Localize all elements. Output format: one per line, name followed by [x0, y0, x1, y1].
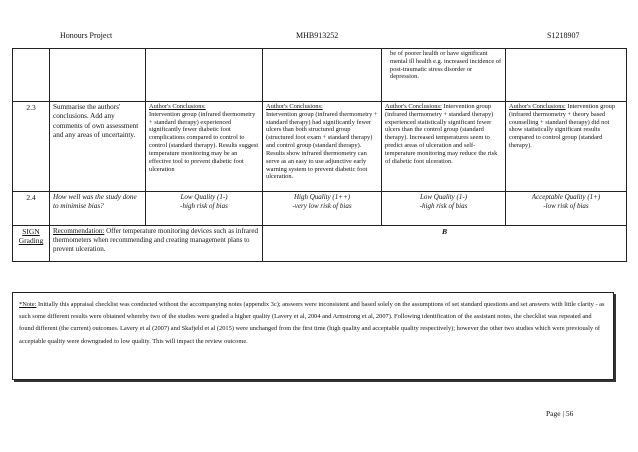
- sign-grading-label: SIGN Grading: [13, 226, 50, 262]
- grade-value: B: [263, 226, 627, 262]
- quality-rating: Acceptable Quality (1+): [531, 193, 601, 201]
- conclusion-heading: Author's Conclusions:: [385, 103, 442, 110]
- recommendation-cell: [50, 226, 263, 262]
- quality-rating: High Quality (1++): [293, 193, 351, 201]
- quality-cell: [146, 192, 263, 226]
- conclusion-cell: [506, 102, 627, 192]
- row-number: 2.3: [13, 102, 50, 192]
- cell-empty: [13, 49, 50, 102]
- header-right: S1218907: [547, 31, 580, 40]
- table-row-2-3: [13, 102, 627, 192]
- bias-rating: -low risk of bias: [543, 201, 589, 210]
- question-cell: Summarise the authors' conclusions. Add any comments of own assessment and any areas of uncertainty.: [50, 102, 146, 192]
- appraisal-table: [12, 48, 627, 262]
- conclusion-heading: Author's Conclusions:: [149, 103, 206, 110]
- bias-rating: -high risk of bias: [419, 201, 468, 210]
- note-text: Initially this appraisal checklist was conducted without the accompanying notes (appendix 3c); answers were inconsistent and based solely on the assumptions of set standard questions and set answers with little clarity - as such some different results were obtained whereby two of the studies were graded a higher quality (Lavery et al, 2004 and Armstrong et al, 2007). Following identification of the assistant notes, the checklist was repeated and found different (the current) outcomes. Lavery et al (2007) and Skafjeld et al (2015) were unchanged from the first time (high quality and acceptable quality respectively); however the other two studies which were previously of acceptable quality were downgraded to low quality. This will impact the review outcome.: [19, 301, 605, 345]
- page-number: Page | 56: [546, 409, 574, 418]
- note-label: *Note:: [19, 301, 37, 308]
- conclusion-heading: Author's Conclusions:: [509, 103, 566, 110]
- quality-cell: [506, 192, 627, 226]
- quality-rating: Low Quality (1-): [419, 193, 468, 201]
- conclusion-text: Intervention group (infrared thermometry + standard therapy) experienced significantly fewer diabetic foot complications compared to control to control (standard therapy). Results suggest temperature monitoring may be an effective tool to prevent diabetic foot ulceration: [149, 110, 259, 173]
- conclusion-heading: Author's Conclusions:: [266, 103, 323, 110]
- bias-rating: -very low risk of bias: [292, 201, 352, 210]
- table-row-sign-grading: [13, 226, 627, 262]
- cell-cont-col5: be of poorer health or have significant mental ill health e.g. increased incidence of post-traumatic stress disorder or depression.: [382, 49, 506, 102]
- header-center: MHB913252: [296, 31, 339, 40]
- cell-empty: [263, 49, 382, 102]
- quality-cell: [263, 192, 382, 226]
- conclusion-cell: [263, 102, 382, 192]
- cell-empty: [50, 49, 146, 102]
- conclusion-cell: [382, 102, 506, 192]
- note-box: [12, 292, 614, 380]
- cell-empty: [506, 49, 627, 102]
- recommendation-text: Offer temperature monitoring devices such as infrared thermometers when recommending and creating management plans to prevent ulceration.: [53, 227, 258, 254]
- conclusion-cell: [146, 102, 263, 192]
- header-left: Honours Project: [60, 31, 113, 40]
- conclusion-text: Intervention group (infrared thermometry + standard therapy) had significantly fewer ulcers than both structured group (structured foot exam + standard therapy) and control group (standard therapy). Results show infrared thermometry can serve as an easy to use adjunctive early warning system to prevent diabetic foot ulceration.: [266, 110, 378, 181]
- conclusion-text: Intervention group (infrared thermometry + standard therapy) experienced statistically significant fewer ulcers than the control group (standard therapy). Increased temperatures seem to predict areas of ulceration and self-temperature monitoring may reduce the risk of diabetic foot ulceration.: [385, 103, 498, 165]
- table-row-2-4: [13, 192, 627, 226]
- row-number: 2.4: [13, 192, 50, 226]
- bias-rating: -high risk of bias: [180, 201, 228, 210]
- recommendation-label: Recommendation:: [53, 227, 105, 235]
- conclusion-text: Intervention group (infrared thermometry + theory based counselling + standard therapy) did not show statistically significant results compared to control group (standard therapy).: [509, 103, 616, 150]
- quality-rating: Low Quality (1-): [180, 193, 228, 201]
- cell-empty: [146, 49, 263, 102]
- question-cell: How well was the study done to minimise bias?: [50, 192, 146, 226]
- table-row-continuation: [13, 49, 627, 102]
- quality-cell: [382, 192, 506, 226]
